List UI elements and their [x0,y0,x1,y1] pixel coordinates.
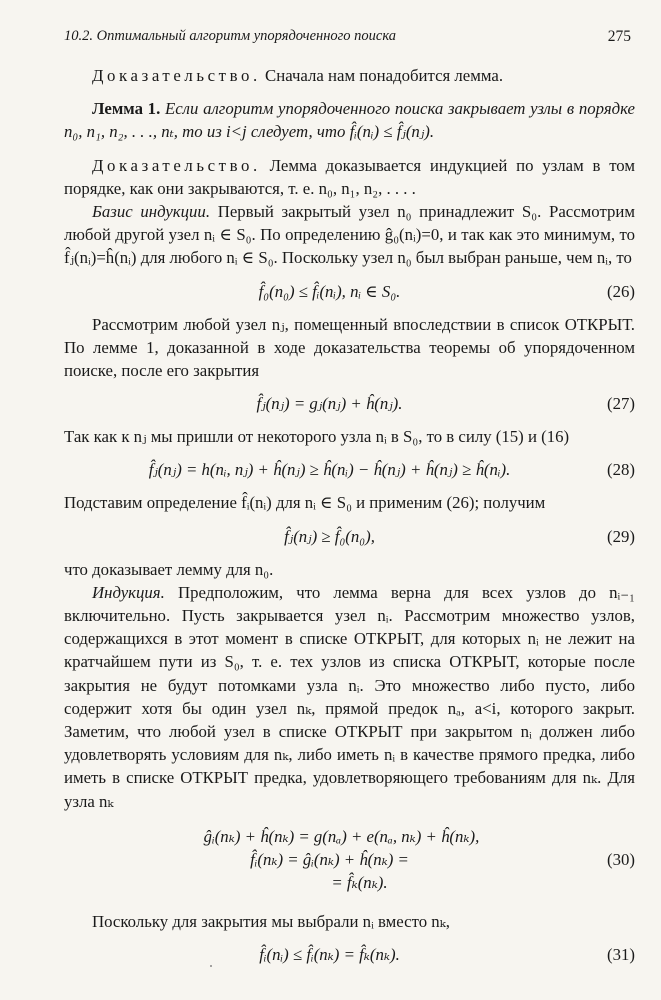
chapter-title: 10.2. Оптимальный алгоритм упорядоченного поиска [64,28,397,44]
lemma-proof: Доказательство. Лемма доказывается индукцией по узлам в том порядке, как они закрываются, т. е. n₀, n₁, n₂, . . . . [64,155,635,198]
equation-number: (26) [607,281,635,301]
paragraph: Подставим определение f̂ᵢ(nᵢ) для nᵢ ∈ S₀ и применим (26); получим [64,493,546,513]
formula: f̂₀(n₀) ≤ f̂ᵢ(nᵢ), nᵢ ∈ S₀. [258,281,401,301]
equation-28 [64,458,635,481]
equation-26 [64,280,635,303]
page-number: 275 [607,28,631,45]
equation-number: (28) [607,460,635,480]
paragraph: Так как к nⱼ мы пришли от некоторого узла nᵢ в S₀, то в силу (15) и (16) [64,427,570,447]
induction-step: Индукция. Предположим, что лемма верна для всех узлов до nᵢ₋₁ включительно. Пусть закрывается узел nᵢ. Рассмотрим множество узлов, содержащихся в этот момент в списке ОТКРЫТ, для которых nᵢ не лежит на кратчайшем пути из S₀, т. е. тех узлов из списка ОТКРЫТ, которые после закрытия не будут потомками узла nᵢ. Это множество либо пусто, либо содержит хотя бы один узел nₖ, прямой предок nₐ, a<i, которого закрыт. Заметим, что любой узел в списке ОТКРЫТ при закрытом nᵢ должен либо удовлетворять условиям для nₖ, либо иметь nᵢ в качестве прямого предка, либо иметь в списке ОТКРЫТ предка, удовлетворяющего требованиям для nₖ. Для узла nₖ [64,582,635,811]
lemma-text: Если алгоритм упорядоченного поиска закрывает узлы в порядке n₀, n₁, n₂, . . ., nₜ, то из i<j следует, что f̂ᵢ(nᵢ) ≤ f̂ⱼ(nⱼ). [64,99,635,142]
paragraph: Рассмотрим любой узел nⱼ, помещенный впоследствии в список ОТКРЫТ. По лемме 1, доказанной в ходе доказательства теоремы об упорядоченном поиске, после его закрытия [64,314,635,381]
equation-number: (30) [607,849,635,869]
formula: f̂ᵢ(nᵢ) ≤ f̂ᵢ(nₖ) = f̂ₖ(nₖ). [259,945,400,965]
proof-intro: Доказательство. Сначала нам понадобится лемма. [92,66,504,85]
equation-number: (27) [607,394,635,414]
equation-30 [64,825,635,894]
formula: f̂ⱼ(nⱼ) = h(nᵢ, nⱼ) + ĥ(nⱼ) ≥ ĥ(nᵢ) − ĥ(nⱼ) + ĥ(nⱼ) ≥ ĥ(nᵢ). [148,460,511,480]
formula-line-2: f̂ᵢ(nₖ) = ĝᵢ(nₖ) + ĥ(nₖ) = [250,849,409,869]
running-header [64,28,631,52]
formula: f̂ⱼ(nⱼ) ≥ f̂₀(n₀), [284,526,375,546]
equation-number: (31) [607,945,635,965]
page-body [64,64,635,976]
paragraph: что доказывает лемму для n₀. [64,559,274,579]
lemma-1 [64,97,635,143]
formula-line-1: ĝᵢ(nₖ) + ĥ(nₖ) = g(nₐ) + e(nₐ, nₖ) + ĥ(nₖ), [203,826,480,846]
equation-27 [64,392,635,415]
lemma-label: Лемма 1. [92,99,161,119]
formula-line-3: = f̂ₖ(nₖ). [331,872,388,892]
print-speck [210,965,212,967]
equation-number: (29) [607,526,635,546]
equation-29 [64,525,635,548]
paragraph: Поскольку для закрытия мы выбрали nᵢ вместо nₖ, [92,911,450,931]
equation-31 [64,943,635,966]
induction-basis: Базис индукции. Первый закрытый узел n₀ принадлежит S₀. Рассмотрим любой другой узел nᵢ ∈ S₀. По определению ĝ₀(nᵢ)=0, и так как это минимум, то f̂ⱼ(nᵢ)=ĥ(nᵢ) для любого nᵢ ∈ S₀. Поскольку узел n₀ был выбран раньше, чем nᵢ, то [64,202,635,268]
formula: f̂ⱼ(nⱼ) = gⱼ(nⱼ) + ĥ(nⱼ). [256,394,403,414]
